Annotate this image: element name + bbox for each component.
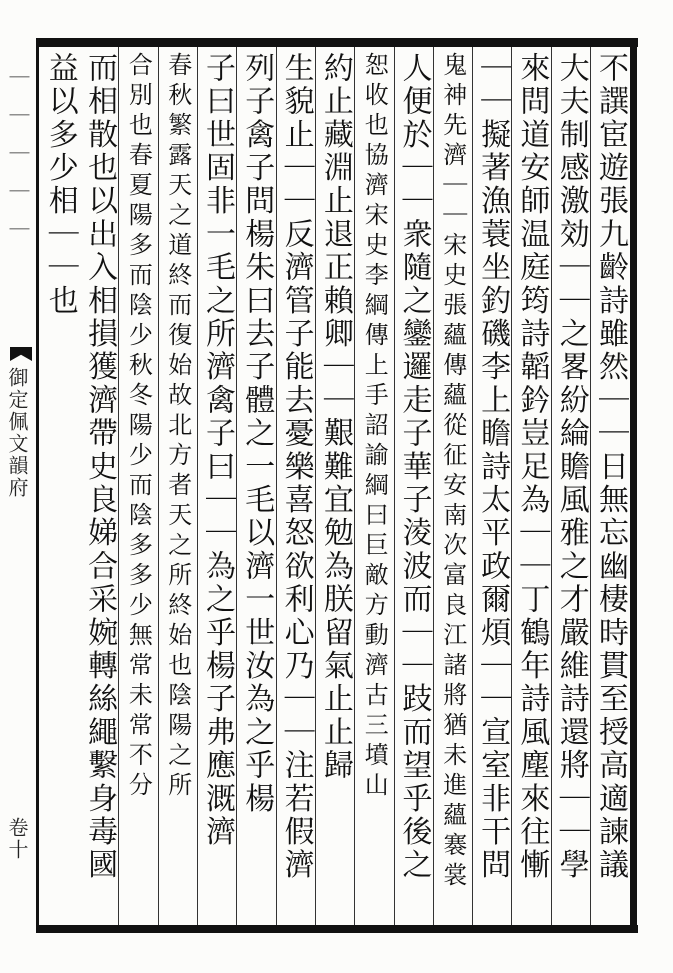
bottom-border-rule	[36, 925, 638, 933]
text-column-4: ｜｜擬著漁蓑坐釣磯李上瞻詩太平政爾煩｜｜宣室非干問	[475, 52, 511, 882]
top-border-rule	[36, 38, 638, 47]
text-column-11: 子曰世固非一毛之所濟禽子曰｜｜為之乎楊子弗應溉濟	[200, 52, 235, 849]
fish-tail-mark-icon	[10, 347, 32, 361]
text-column-10: 列子禽子問楊朱曰去子體之一毛以濟一世汝為之乎楊	[239, 52, 275, 816]
right-border-rule	[630, 38, 637, 933]
text-column-5: 鬼神先濟｜｜宋史張蘊傳蘊從征安南次富良江諸將猶未進蘊褰裳	[438, 52, 467, 892]
text-column-6: 人便於｜｜衆隨之鑾邏走子華子淩波而｜｜跂而望乎後之	[396, 52, 432, 882]
text-column-8: 約止藏淵止退正賴卿｜｜艱難宜勉為朕留氣止止歸	[317, 52, 353, 783]
margin-page-number: 卷十	[5, 817, 29, 861]
left-border-rule	[36, 38, 39, 933]
margin-book-title: 御定佩文韻府	[5, 367, 29, 499]
margin-dashes: ｜｜｜｜｜	[6, 67, 30, 257]
text-column-13: 合別也春夏陽多而陰少秋冬陽少而陰多多少無常未常不分	[124, 52, 153, 802]
text-column-7: 恕收也協濟宋史李綱傳上手詔諭綱曰巨敵方動濟古三墳山	[360, 52, 389, 802]
text-column-2: 大夫制感激効｜｜之畧紛綸贍風雅之才嚴維詩還將｜｜學	[553, 52, 589, 882]
text-column-14: 而相散也以出入相損獲濟帶史良娣合采婉轉絲繩繫身毒國	[82, 52, 118, 882]
text-column-1: 不譔宦遊張九齡詩雖然｜｜日無忘幽棲時貫至授高適諫議	[593, 52, 628, 882]
text-column-15: 益以多少相｜｜也	[42, 52, 78, 318]
text-column-9: 生貌止｜｜反濟管子能去憂樂喜怒欲利心乃｜｜注若假濟	[278, 52, 314, 882]
text-column-12: 春秋繁露天之道終而復始故北方者天之所終始也陰陽之所	[163, 52, 192, 802]
text-column-3: 來問道安師温庭筠詩韜鈐豈足為｜｜丁鶴年詩風塵來往慚	[514, 52, 550, 882]
margin-strip	[0, 47, 34, 925]
